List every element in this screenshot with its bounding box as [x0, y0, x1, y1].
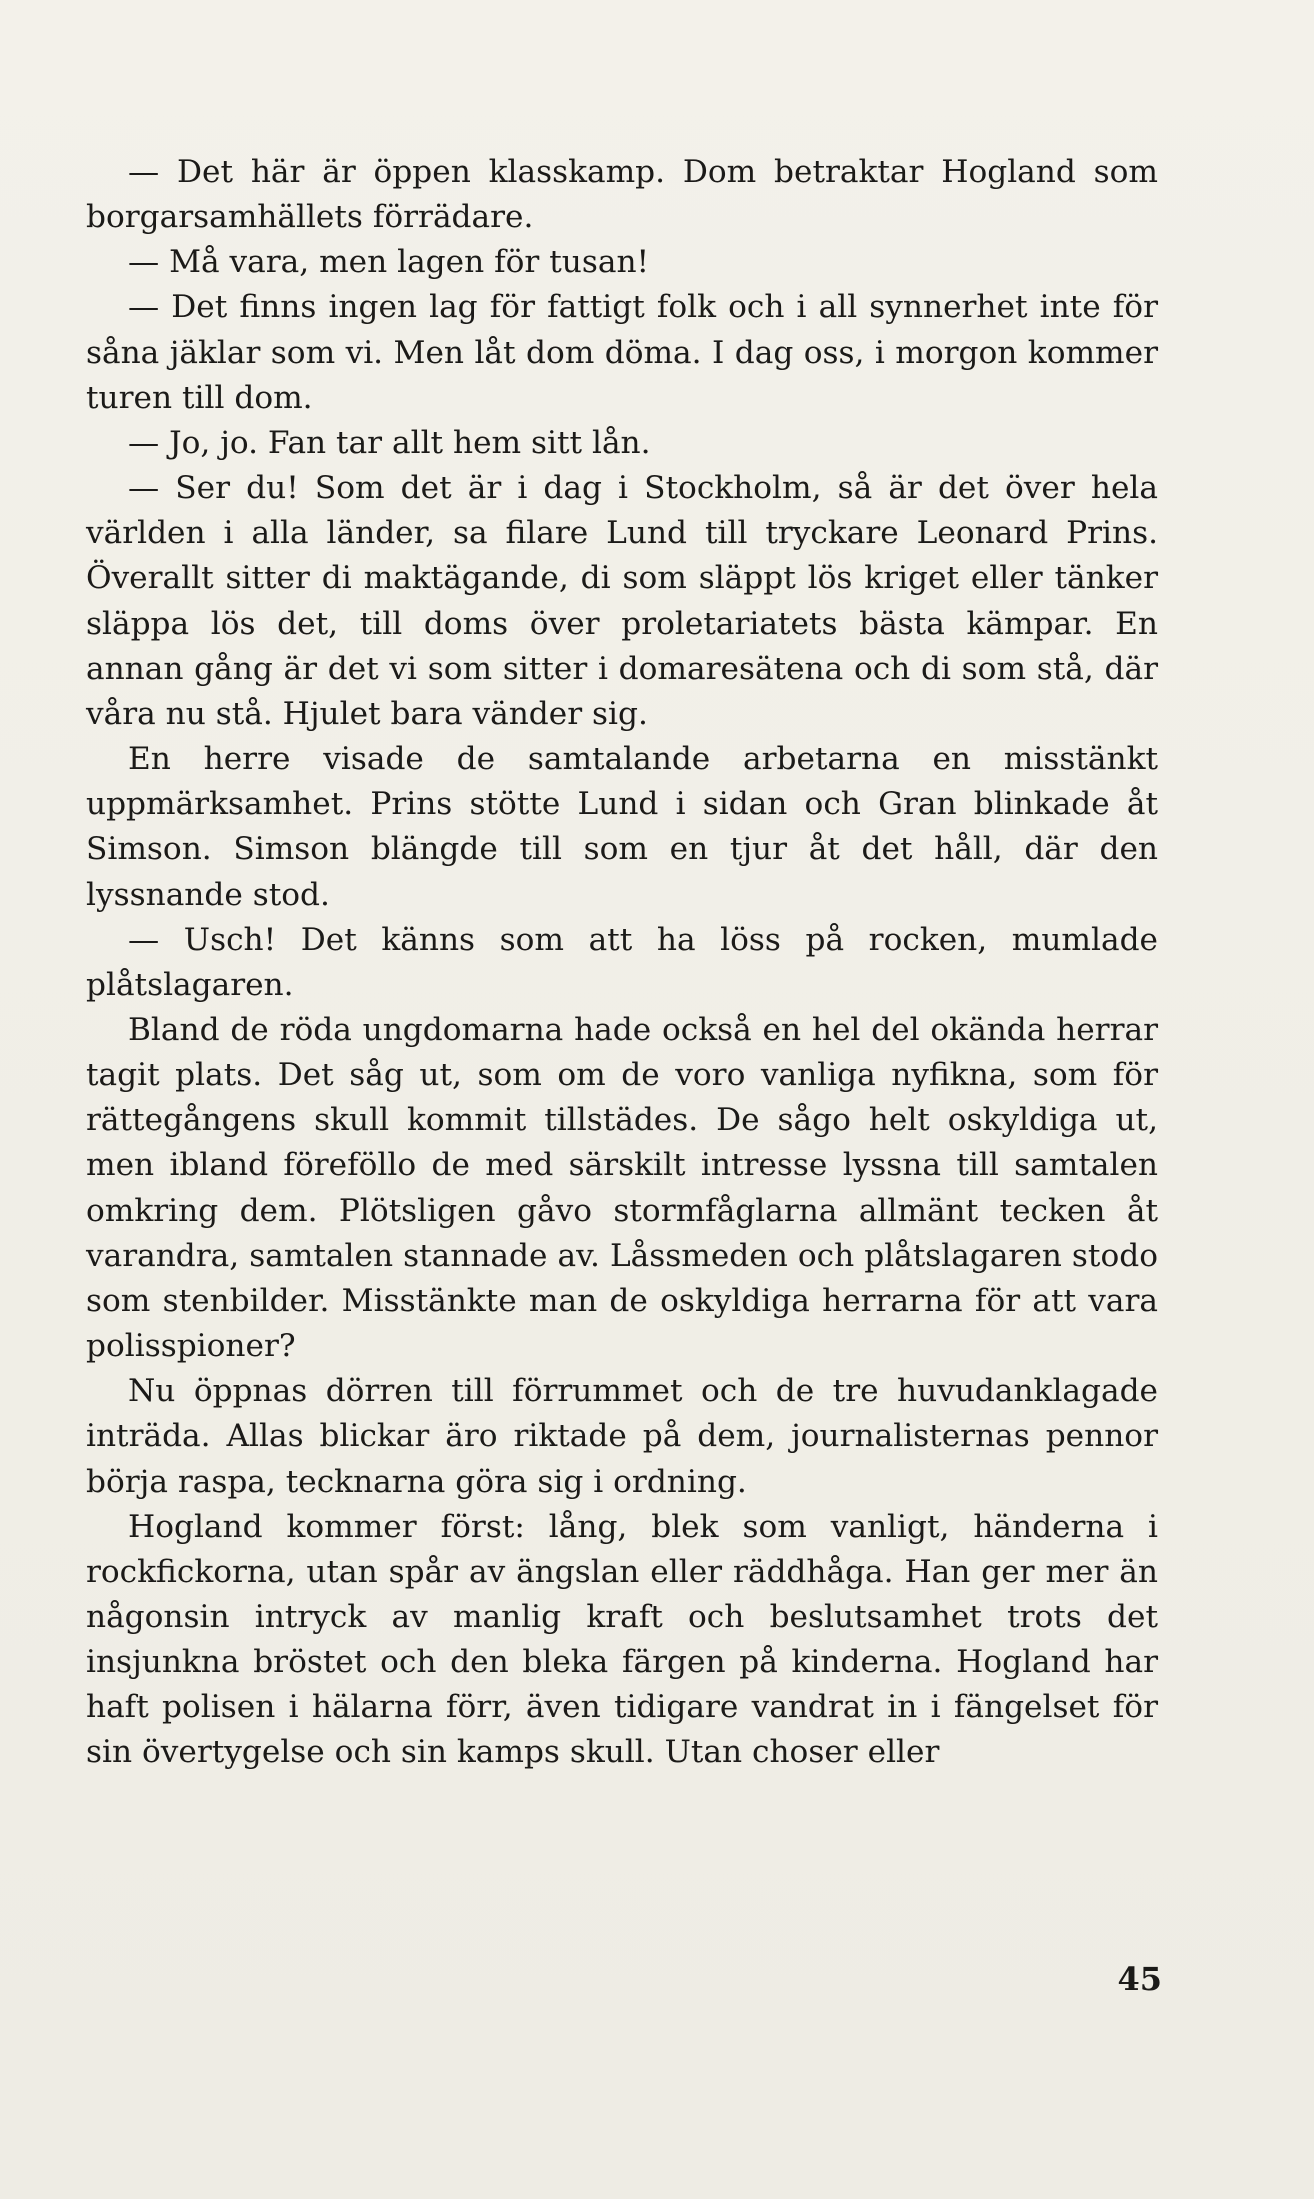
paragraph-8: Bland de röda ungdomarna hade också en hel del okända herrar tagit plats. Det såg ut, som om de voro vanliga nyfikna, som för rättegångens skull kommit tillstädes. De sågo helt oskyldiga ut, men ibland föreföllo de med särskilt intresse lyssna till samtalen omkring dem. Plötsligen gåvo stormfåglarna allmänt tecken åt varandra, samtalen stannade av. Låssmeden och plåtslagaren stodo som stenbilder. Misstänkte man de oskyldiga herrarna för att vara polisspioner? [86, 1011, 1158, 1365]
paragraph-9: Nu öppnas dörren till förrummet och de tre huvudanklagade inträda. Allas blickar äro riktade på dem, journalisternas pennor börja raspa, tecknarna göra sig i ordning. [86, 1373, 1158, 1500]
paragraph-1: — Det här är öppen klasskamp. Dom betraktar Hogland som borgarsamhällets förrädare. [86, 154, 1158, 236]
paragraph-7: — Usch! Det känns som att ha löss på rocken, mumlade plåtslagaren. [86, 921, 1158, 1003]
paragraph-5: — Ser du! Som det är i dag i Stockholm, så är det över hela världen i alla länder, sa filare Lund till tryckare Leonard Prins. Överallt sitter di maktägande, di som släppt lös kriget eller tänker släppa lös det, till doms över proletariatets bästa kämpar. En annan gång är det vi som sitter i domaresätena och di som stå, där våra nu stå. Hjulet bara vänder sig. [86, 470, 1158, 732]
paragraph-3: — Det finns ingen lag för fattigt folk och i all synnerhet inte för såna jäklar som vi. Men låt dom döma. I dag oss, i morgon kommer turen till dom. [86, 289, 1158, 416]
paragraph-2: — Må vara, men lagen för tusan! [128, 244, 650, 281]
paragraph-10: Hogland kommer först: lång, blek som vanligt, händerna i rockfickorna, utan spår av ängslan eller räddhåga. Han ger mer än någonsin intryck av manlig kraft och beslutsamhet trots det insjunkna bröstet och den bleka färgen på kinderna. Hogland har haft polisen i hälarna förr, även tidigare vandrat in i fängelset för sin övertygelse och sin kamps skull. Utan choser eller [86, 1508, 1158, 1771]
page-number: 45 [1117, 1960, 1162, 1998]
paragraph-4: — Jo, jo. Fan tar allt hem sitt lån. [128, 424, 651, 461]
paragraph-6: En herre visade de samtalande arbetarna en misstänkt uppmärksamhet. Prins stötte Lund i sidan och Gran blinkade åt Simson. Simson blängde till som en tjur åt det håll, där den lyssnande stod. [86, 741, 1158, 913]
body-text [86, 150, 1158, 1776]
